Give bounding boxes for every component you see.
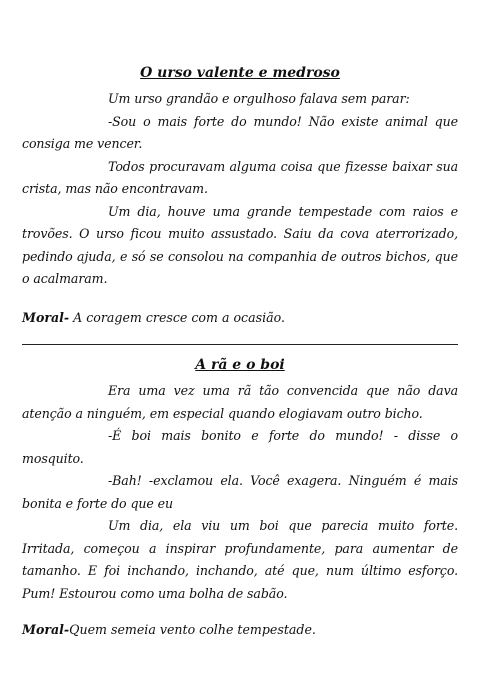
moral-line	[22, 307, 458, 329]
paragraph: Um dia, houve uma grande tempestade com raios e trovões. O urso ficou muito assustado. Saiu da cova aterrorizado, pedindo ajuda, e só se consolou na companhia de outros bichos, que o acalmaram.	[22, 203, 458, 286]
section-divider	[22, 344, 458, 345]
story-ra-boi	[22, 354, 458, 641]
paragraph: Um dia, ela viu um boi que parecia muito forte. Irritada, começou a inspirar profundamente, para aumentar de tamanho. E foi inchando, inchando, até que, num último esforço. Pum! Estourou como uma bolha de sabão.	[22, 518, 458, 601]
moral-line	[22, 619, 458, 641]
paragraph: Um urso grandão e orgulhoso falava sem parar:	[108, 91, 410, 106]
paragraph: Todos procuravam alguma coisa que fizesse baixar sua crista, mas não encontravam.	[22, 158, 458, 196]
story-title: A rã e o boi	[195, 357, 285, 373]
paragraph: Era uma vez uma rã tão convencida que não dava atenção a ninguém, em especial quando elogiavam outro bicho.	[22, 383, 458, 421]
paragraph: -Bah! -exclamou ela. Você exagera. Ninguém é mais bonita e forte do que eu	[22, 473, 458, 511]
paragraph: -É boi mais bonito e forte do mundo! - disse o mosquito.	[22, 428, 458, 466]
moral-text: A coragem cresce com a ocasião.	[69, 309, 285, 325]
paragraph: -Sou o mais forte do mundo! Não existe animal que consiga me vencer.	[22, 113, 458, 151]
moral-label: Moral-	[22, 622, 70, 637]
story-title: O urso valente e medroso	[140, 65, 340, 81]
moral-text: Quem semeia vento colhe tempestade.	[69, 622, 316, 637]
story-urso	[22, 62, 458, 329]
moral-label: Moral-	[22, 309, 70, 325]
